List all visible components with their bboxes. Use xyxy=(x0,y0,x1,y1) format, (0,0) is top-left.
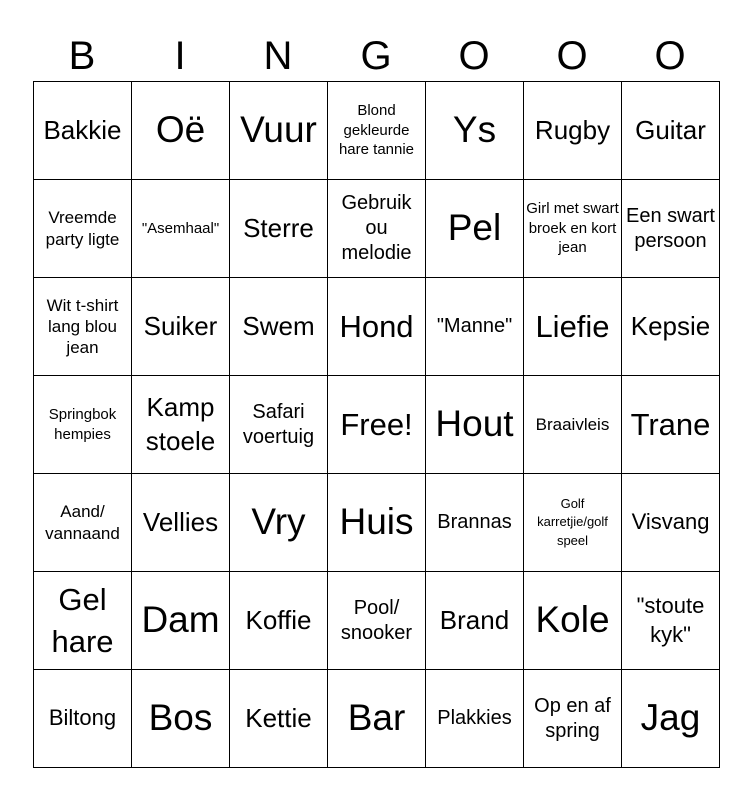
bingo-cell[interactable]: Vreemde party ligte xyxy=(34,180,132,278)
header-letter-b: B xyxy=(68,34,96,78)
bingo-cell[interactable]: "stoute kyk" xyxy=(622,572,720,670)
bingo-cell[interactable]: Dam xyxy=(132,572,230,670)
bingo-cell[interactable]: Ys xyxy=(426,82,524,180)
bingo-cell[interactable]: Safari voertuig xyxy=(230,376,328,474)
bingo-cell[interactable]: Op en af spring xyxy=(524,670,622,768)
bingo-cell[interactable]: "Asemhaal" xyxy=(132,180,230,278)
bingo-cell[interactable]: Bar xyxy=(328,670,426,768)
bingo-cell[interactable]: Pel xyxy=(426,180,524,278)
bingo-cell[interactable]: Braaivleis xyxy=(524,376,622,474)
bingo-cell[interactable]: Oë xyxy=(132,82,230,180)
bingo-cell[interactable]: Aand/ vannaand xyxy=(34,474,132,572)
bingo-cell[interactable]: Gel hare xyxy=(34,572,132,670)
bingo-cell[interactable]: Visvang xyxy=(622,474,720,572)
header-letter-o3: O xyxy=(654,34,686,78)
bingo-cell[interactable]: Pool/ snooker xyxy=(328,572,426,670)
bingo-cell[interactable]: Kole xyxy=(524,572,622,670)
bingo-cell[interactable]: Bos xyxy=(132,670,230,768)
bingo-cell[interactable]: Girl met swart broek en kort jean xyxy=(524,180,622,278)
header-letter-n: N xyxy=(263,34,293,78)
header-letter-i: I xyxy=(174,34,186,78)
bingo-cell[interactable]: Kepsie xyxy=(622,278,720,376)
bingo-cell[interactable]: Blond gekleurde hare tannie xyxy=(328,82,426,180)
bingo-cell[interactable]: Gebruik ou melodie xyxy=(328,180,426,278)
bingo-board xyxy=(33,81,720,768)
bingo-cell[interactable]: Bakkie xyxy=(34,82,132,180)
bingo-header xyxy=(33,30,719,82)
bingo-cell[interactable]: Brannas xyxy=(426,474,524,572)
bingo-cell[interactable]: Plakkies xyxy=(426,670,524,768)
bingo-cell[interactable]: Sterre xyxy=(230,180,328,278)
bingo-cell[interactable]: Kamp stoele xyxy=(132,376,230,474)
bingo-cell[interactable]: Huis xyxy=(328,474,426,572)
header-letter-o2: O xyxy=(556,34,588,78)
bingo-cell[interactable]: Hond xyxy=(328,278,426,376)
header-letter-o1: O xyxy=(458,34,490,78)
bingo-cell[interactable]: Vuur xyxy=(230,82,328,180)
bingo-cell[interactable]: Brand xyxy=(426,572,524,670)
bingo-cell[interactable]: Kettie xyxy=(230,670,328,768)
bingo-cell[interactable]: "Manne" xyxy=(426,278,524,376)
bingo-cell[interactable]: Swem xyxy=(230,278,328,376)
bingo-cell[interactable]: Golf karretjie/golf speel xyxy=(524,474,622,572)
bingo-cell[interactable]: Hout xyxy=(426,376,524,474)
bingo-cell[interactable]: Een swart persoon xyxy=(622,180,720,278)
header-letter-g: G xyxy=(360,34,392,78)
bingo-cell[interactable]: Suiker xyxy=(132,278,230,376)
bingo-cell[interactable]: Trane xyxy=(622,376,720,474)
bingo-cell[interactable]: Vellies xyxy=(132,474,230,572)
free-space[interactable]: Free! xyxy=(328,376,426,474)
bingo-cell[interactable]: Liefie xyxy=(524,278,622,376)
bingo-cell[interactable]: Vry xyxy=(230,474,328,572)
bingo-cell[interactable]: Jag xyxy=(622,670,720,768)
bingo-cell[interactable]: Guitar xyxy=(622,82,720,180)
bingo-cell[interactable]: Rugby xyxy=(524,82,622,180)
bingo-cell[interactable]: Biltong xyxy=(34,670,132,768)
bingo-cell[interactable]: Koffie xyxy=(230,572,328,670)
bingo-cell[interactable]: Wit t-shirt lang blou jean xyxy=(34,278,132,376)
bingo-cell[interactable]: Springbok hempies xyxy=(34,376,132,474)
